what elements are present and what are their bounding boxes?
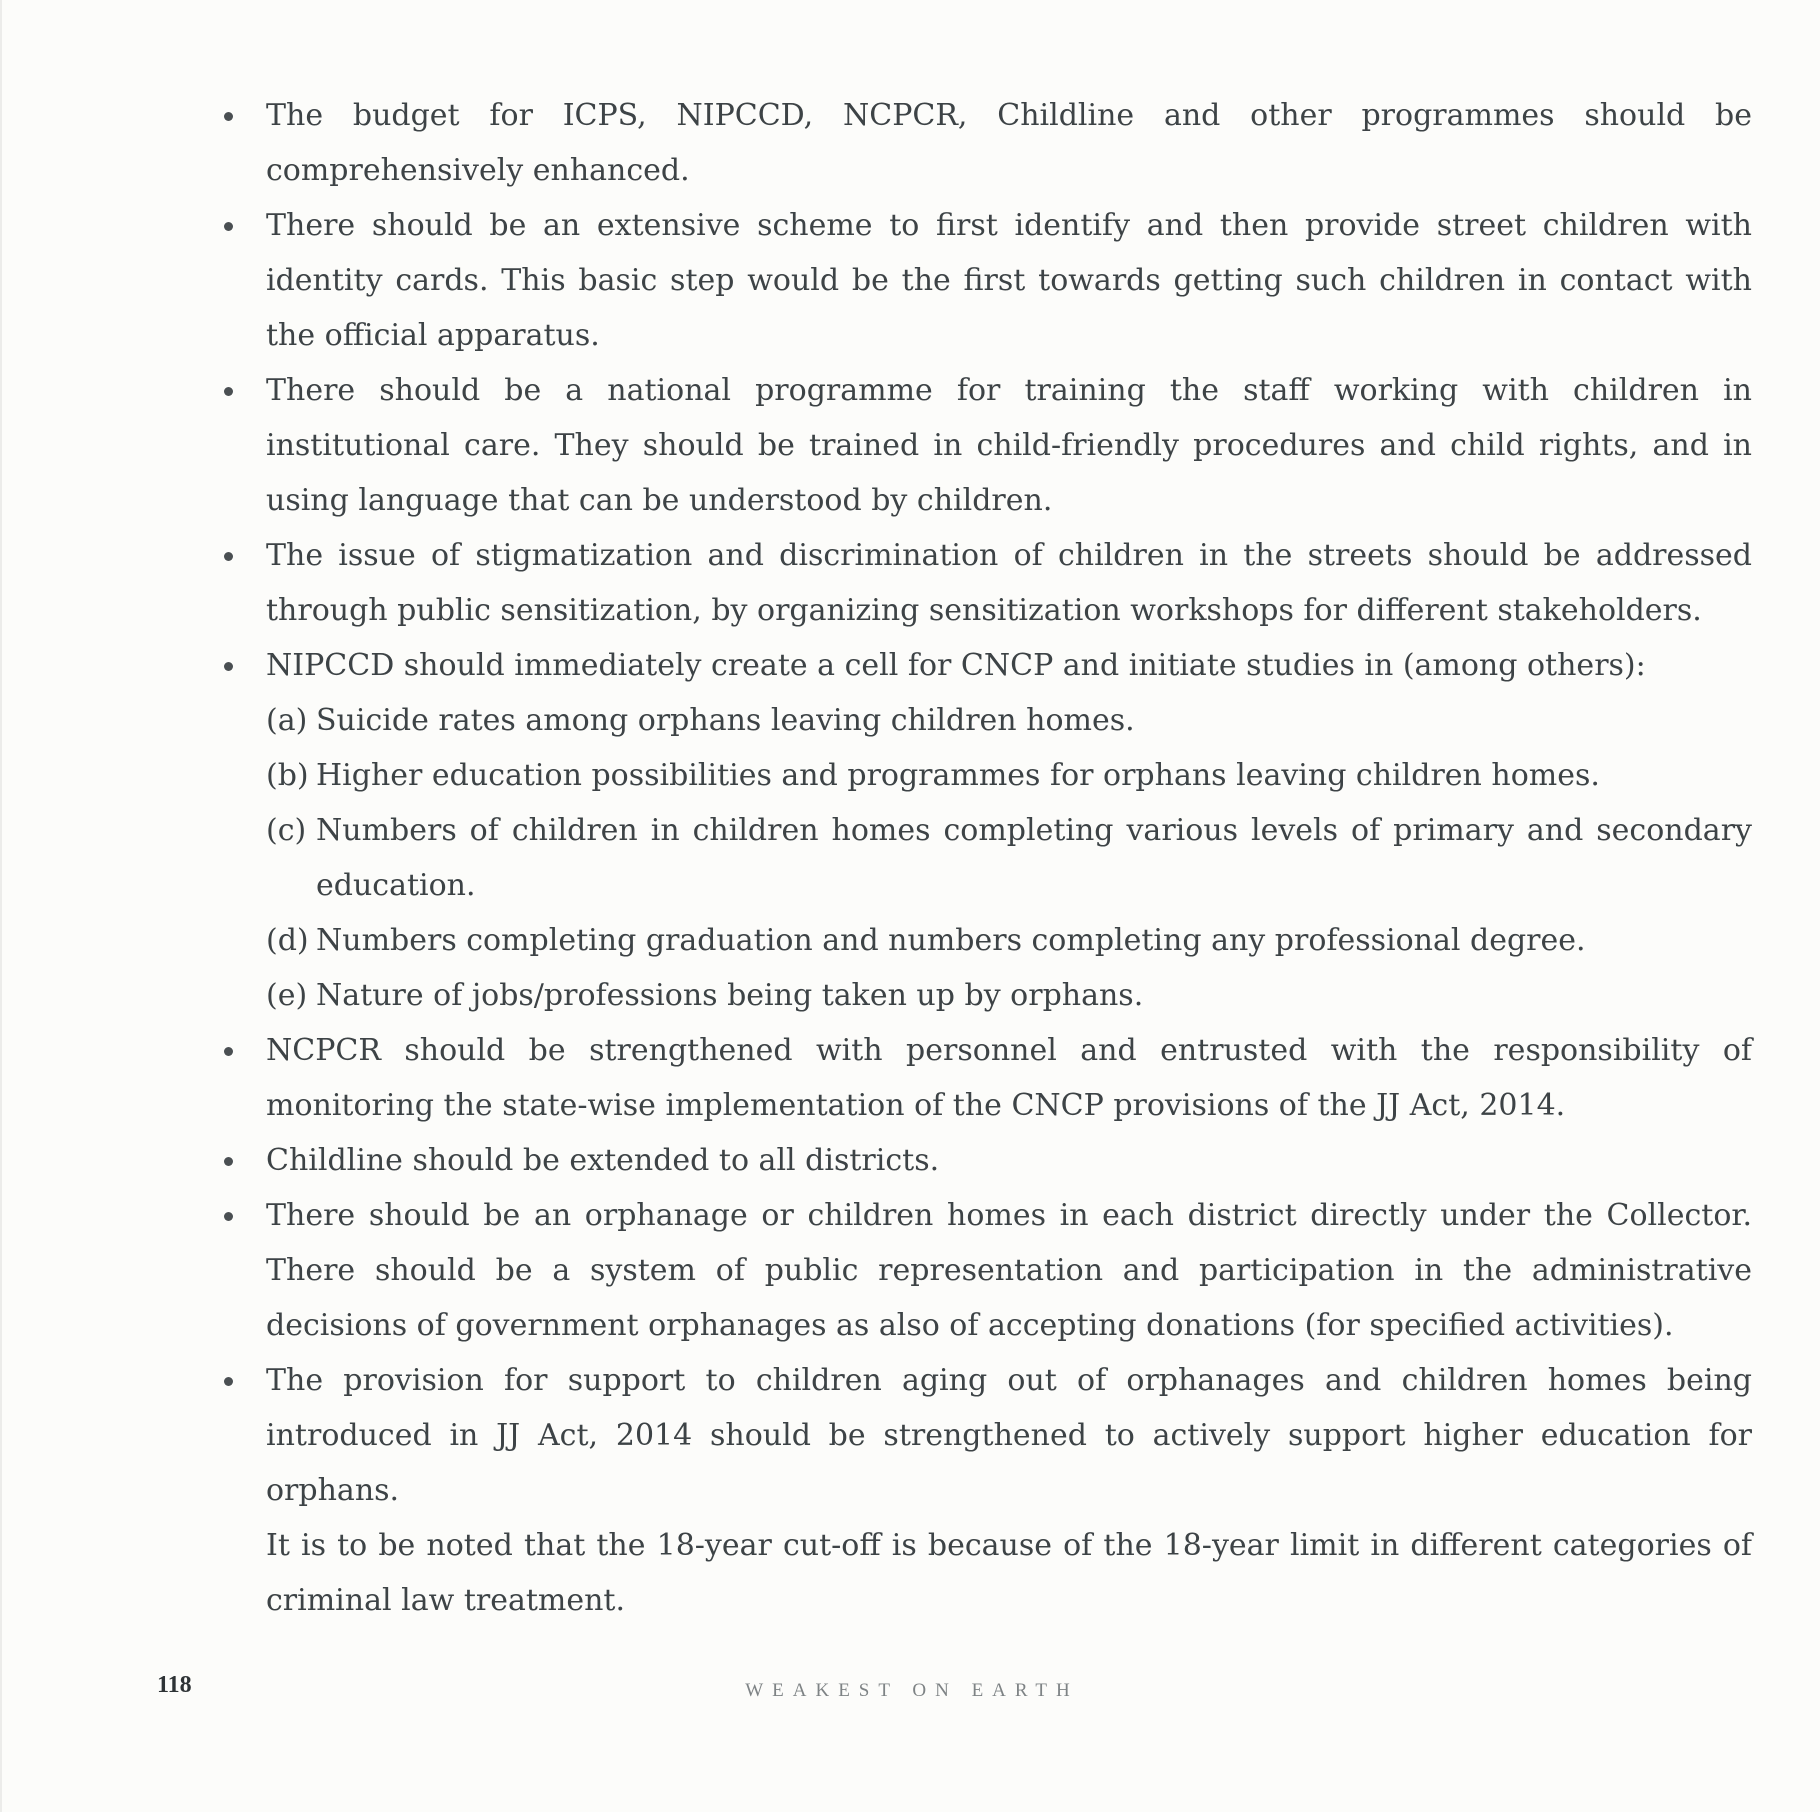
list-item: The budget for ICPS, NIPCCD, NCPCR, Childline and other programmes should be comprehensively enhanced. [216, 88, 1752, 198]
sublist-text: Numbers of children in children homes completing various levels of primary and secondary education. [316, 813, 1752, 903]
list-item: The provision for support to children aging out of orphanages and children homes being introduced in JJ Act, 2014 should be strengthened to actively support higher education for orphans. [216, 1353, 1752, 1518]
running-footer-title: WEAKEST ON EARTH [745, 1680, 1079, 1701]
list-item: Childline should be extended to all districts. [216, 1133, 1752, 1188]
list-item: There should be an orphanage or children homes in each district directly under the Collector. There should be a system of public representation and participation in the administrative decisions of government orphanages as also of accepting donations (for specified activities). [216, 1188, 1752, 1353]
sublist-item [266, 803, 1752, 913]
sublist-marker: (b) [266, 758, 309, 793]
page-body [216, 88, 1752, 1628]
studies-sublist [266, 693, 1752, 1023]
sublist-item [266, 748, 1752, 803]
sublist-text: Higher education possibilities and programmes for orphans leaving children homes. [316, 758, 1600, 793]
page-number: 118 [157, 1672, 192, 1698]
list-item: The issue of stigmatization and discrimination of children in the streets should be addressed through public sensitization, by organizing sensitization workshops for different stakeholders. [216, 528, 1752, 638]
list-item: There should be a national programme for training the staff working with children in institutional care. They should be trained in child-friendly procedures and child rights, and in using language that can be understood by children. [216, 363, 1752, 528]
list-item-with-studies [216, 638, 1752, 1023]
sublist-marker: (d) [266, 923, 309, 958]
recommendation-list [216, 88, 1752, 1518]
list-item-text: NIPCCD should immediately create a cell for CNCP and initiate studies in (among others): [266, 648, 1646, 683]
list-item: NCPCR should be strengthened with personnel and entrusted with the responsibility of monitoring the state-wise implementation of the CNCP provisions of the JJ Act, 2014. [216, 1023, 1752, 1133]
sublist-item [266, 913, 1752, 968]
sublist-marker: (c) [266, 813, 307, 848]
sublist-text: Nature of jobs/professions being taken up by orphans. [316, 978, 1144, 1013]
sublist-item [266, 968, 1752, 1023]
closing-note: It is to be noted that the 18-year cut-off is because of the 18-year limit in different categories of criminal law treatment. [266, 1528, 1752, 1618]
sublist-item [266, 693, 1752, 748]
sublist-text: Suicide rates among orphans leaving children homes. [316, 703, 1135, 738]
list-item: There should be an extensive scheme to first identify and then provide street children with identity cards. This basic step would be the first towards getting such children in contact with the official apparatus. [216, 198, 1752, 363]
sublist-text: Numbers completing graduation and numbers completing any professional degree. [316, 923, 1586, 958]
sublist-marker: (e) [266, 978, 308, 1013]
sublist-marker: (a) [266, 703, 308, 738]
